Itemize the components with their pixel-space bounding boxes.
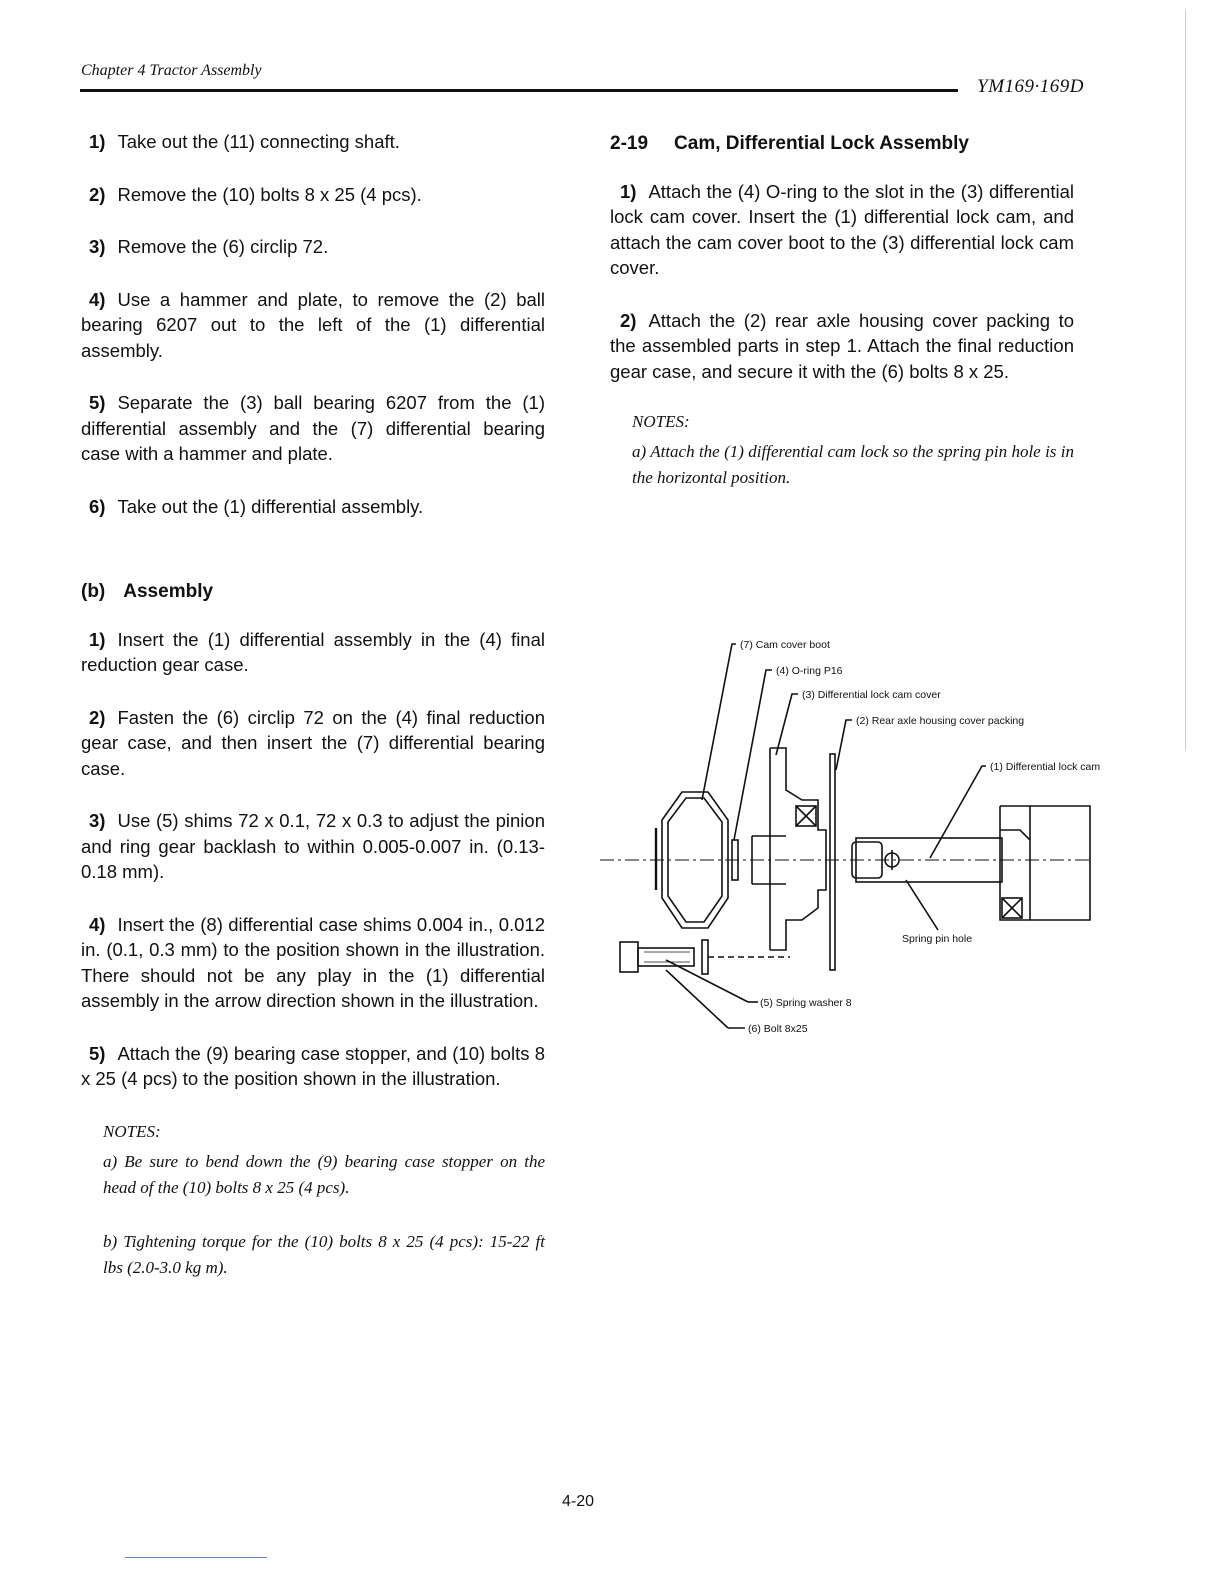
disassembly-step: [81, 129, 545, 155]
step-number: 6): [89, 495, 106, 517]
right-column: [610, 131, 1074, 519]
note-item: b) Tightening torque for the (10) bolts 8 x 25 (4 pcs): 15-22 ft lbs (2.0-3.0 kg m).: [103, 1231, 545, 1277]
assembly-step: [81, 705, 545, 782]
lock-cam-cover-shape: [770, 748, 826, 950]
step-number: 2): [89, 183, 106, 205]
step-text: Insert the (8) differential case shims 0.004 in., 0.012 in. (0.1, 0.3 mm) to the position shown in the illustration. There should not be any play in the (1) differential assembly in the arrow direction shown in the illustration.: [81, 913, 545, 1011]
step-number: 4): [89, 913, 106, 935]
step-number: 1): [89, 131, 106, 152]
step-text: Take out the (1) differential assembly.: [117, 495, 424, 517]
assembly-step: [81, 627, 545, 678]
footer-rule: [125, 1557, 267, 1558]
label-spring-washer: (5) Spring washer 8: [760, 997, 852, 1009]
notes-label: NOTES:: [103, 1121, 161, 1141]
heading-number: (b): [81, 581, 106, 602]
label-lock-cam: (1) Differential lock cam: [990, 761, 1101, 773]
label-cam-cover-boot: (7) Cam cover boot: [740, 639, 830, 651]
step-number: 4): [89, 288, 106, 310]
disassembly-step: [81, 390, 545, 467]
label-lock-cam-cover: (3) Differential lock cam cover: [802, 689, 941, 701]
leader-packing: [836, 720, 852, 770]
step-number: 1): [89, 628, 106, 650]
assembly-notes: [81, 1119, 545, 1281]
disassembly-step: [81, 182, 545, 208]
disassembly-step: [81, 494, 545, 520]
leader-cam-cover-boot: [702, 644, 736, 800]
assembly-step: [81, 912, 545, 1014]
heading-title: Cam, Differential Lock Assembly: [674, 133, 969, 154]
spring-washer-shape: [702, 940, 708, 974]
assembly-step: [81, 1041, 545, 1092]
cam-lock-diagram: [590, 630, 1150, 1050]
step-number: 3): [89, 810, 106, 831]
packing-shape: [830, 754, 835, 970]
bolt-head-shape: [620, 942, 638, 972]
scan-edge-line: [1185, 10, 1186, 750]
step-text: Attach the (9) bearing case stopper, and (10) bolts 8 x 25 (4 pcs) to the position shown in the illustration.: [81, 1042, 545, 1089]
leader-bolt: [666, 970, 728, 1028]
bolt-shank-shape: [638, 948, 694, 966]
chapter-header: Chapter 4 Tractor Assembly: [81, 62, 262, 79]
leader-o-ring: [734, 670, 772, 840]
label-bolt: (6) Bolt 8x25: [748, 1023, 808, 1035]
disassembly-step: [81, 234, 545, 260]
model-header: YM169·169D: [977, 76, 1084, 97]
step-number: 3): [89, 236, 106, 257]
step-number: 2): [89, 706, 106, 728]
note-item: a) Be sure to bend down the (9) bearing case stopper on the head of the (10) bolts 8 x 25 (4 pcs).: [103, 1151, 545, 1197]
leader-spring-pin-hole: [906, 880, 938, 930]
step-number: 5): [89, 1042, 106, 1064]
step-number: 5): [89, 392, 106, 413]
section-heading: [610, 131, 1074, 157]
step-text: Use a hammer and plate, to remove the (2) ball bearing 6207 out to the left of the (1) differential assembly.: [81, 288, 545, 361]
step-text: Attach the (2) rear axle housing cover packing to the assembled parts in step 1. Attach the final reduction gear case, and secure it with the (6) bolts 8 x 25.: [610, 309, 1074, 382]
step-text: Remove the (6) circlip 72.: [117, 236, 329, 257]
step-number: 2): [620, 309, 637, 331]
step-text: Use (5) shims 72 x 0.1, 72 x 0.3 to adjust the pinion and ring gear backlash to within 0.005-0.007 in. (0.13-0.18 mm).: [81, 810, 545, 882]
step-text: Insert the (1) differential assembly in the (4) final reduction gear case.: [81, 628, 545, 675]
disassembly-step: [81, 287, 545, 364]
notes-label: NOTES:: [632, 412, 690, 431]
cam-notes: [610, 409, 1074, 491]
step-text: Separate the (3) ball bearing 6207 from the (1) differential assembly and the (7) differential bearing case with a hammer and plate.: [81, 392, 545, 464]
leader-lock-cam-cover: [776, 694, 798, 755]
step-text: Fasten the (6) circlip 72 on the (4) final reduction gear case, and then insert the (7) differential bearing case.: [81, 706, 545, 779]
leader-lock-cam: [930, 766, 986, 858]
page-number: 4-20: [562, 1493, 595, 1510]
label-o-ring: (4) O-ring P16: [776, 665, 843, 677]
step-text: Remove the (10) bolts 8 x 25 (4 pcs).: [117, 183, 422, 205]
label-packing: (2) Rear axle housing cover packing: [856, 715, 1025, 727]
heading-number: 2-19: [610, 133, 649, 154]
left-column: [81, 129, 545, 1309]
step-text: Take out the (11) connecting shaft.: [117, 131, 400, 152]
assembly-step: [81, 808, 545, 885]
header-rule: [80, 89, 958, 92]
cam-step: [610, 308, 1074, 385]
assembly-heading: [81, 579, 545, 605]
label-spring-pin-hole: Spring pin hole: [902, 933, 973, 945]
cam-step: [610, 179, 1074, 281]
heading-title: Assembly: [123, 581, 214, 602]
step-number: 1): [620, 180, 637, 202]
step-text: Attach the (4) O-ring to the slot in the (3) differential lock cam cover. Insert the (1) differential lock cam, and attach the cam cover boot to the (3) differential lock cam cover.: [610, 180, 1074, 278]
note-item: a) Attach the (1) differential cam lock so the spring pin hole is in the horizontal position.: [632, 442, 1074, 487]
